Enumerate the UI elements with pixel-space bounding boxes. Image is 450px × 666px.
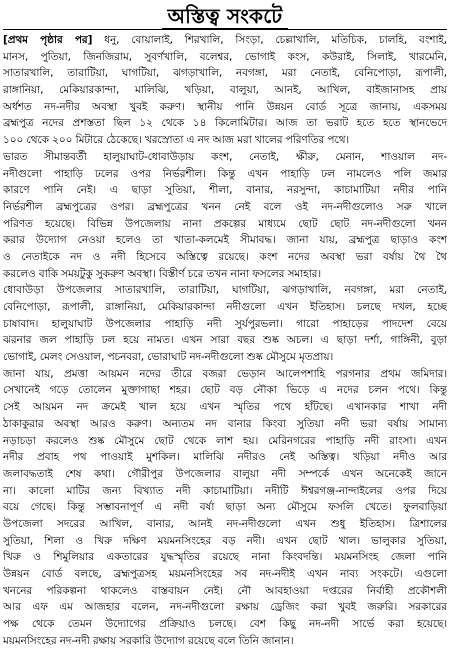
- headline-divider: [3, 29, 447, 30]
- article-line: ১০০ থেকে ২০০ মিটারে ঠেকেছে। খরস্রোতা এ নদ আজ মরা খালের পরিণতির পথে।: [3, 134, 350, 147]
- article-line: নদীর প্রবাহ পথ পাওয়াই মুশকিল। মালিঝি নদীরও নেই অস্তিত্ব। খড়িয়া নদীও আর: [3, 451, 447, 464]
- article-line: সাতারখালি, তারাটিয়া, ঘাগটিয়া, ঝগড়াখালি, নবগঙ্গা, মরা নেতাই, বেনিপোড়া, রূপালী,: [3, 67, 447, 80]
- article-line: নড়াচড়া করলেও শুষ্ক মৌসুমে ছোট থেকে লাশ হয়। মেরিনগরের পাহাড়ি নদী রাংসা। এখন: [3, 434, 447, 447]
- article-body: [3, 32, 447, 662]
- article-line: মানস, পুতিয়া, জিনজিরাম, সুবর্ণখালি, বলেশ্বর, ভোগাই কংস, কউরাই, সিলাই, খারমেনি,: [3, 50, 447, 63]
- article-line: আর এফ এম আজহার বলেন, নদ-নদীগুলো রক্ষায় ড্রেজিং করা খুবই জরুরি। সরকারের: [3, 601, 447, 614]
- article-line: বেনিপোড়া, রূপালী, রাঙ্গানিয়া, মেকিয়ারকান্দা নদীগুলো এখন ইতিহাস। চলছে দখল, হচ্ছে: [3, 301, 447, 313]
- article-line: রাঙ্গানিয়া, মেকিয়ারকান্দা, মালিঝি, খড়িয়া, বালুয়া, আনই, আখিল, বাইজানাসহ প্রায়: [3, 84, 447, 97]
- article-line-text: ধনু, বোয়ালাই, শিরখালি, সিংড়া, চেল্লাখালি, মতিচিক, চালহি, বংশাই,: [92, 34, 447, 46]
- article-line: করার উদ্যোগ নেওয়া হলেও তা খাতা-কলমেই সীমাবদ্ধ। জানা যায়, ব্রহ্মপুত্র ছাড়াও কংশ: [3, 234, 447, 247]
- article-line: ভোগাই, মেলং সেওয়াল, পচনবরা, ভোরাঘাট নদ-নদীগুলো শুষ্ক মৌসুমে মৃতপ্রায়।: [3, 351, 334, 364]
- article-line: ধোবাউড়া উপজেলার সাতারখালি, তারাটিয়া, ঘাগটিয়া, ঝগড়াখালি, নবগঙ্গা, মরা নেতাই,: [3, 284, 447, 297]
- article-line: পরিণত হয়েছে। বিভিন্ন উপজেলায় নানা প্রকল্পের মাধ্যমে ছোট ছোট নদ-নদীগুলো খনন: [3, 217, 447, 230]
- headline-container: [0, 4, 450, 30]
- article-line: নদীগুলো পাহাড়ি ঢলের ওপর নির্ভরশীল। কিন্তু এখন পাহাড়ি ঢল নামলেও পলি জমার: [3, 167, 447, 180]
- article-line: ময়মনসিংহের নদ-নদী রক্ষায় সরকারি উদ্যোগ রয়েছে বলে তিনি জানান।: [3, 634, 294, 647]
- article-line: বয়ে গেছে। কিন্তু সম্ভাবনাপূর্ণ এ নদী বর্ষা ছাড়া অন্য মৌসুমে ফসলি খেতে। ফুলবাড়িয়া: [3, 501, 447, 514]
- article-line: খিরু ও শিমুলিয়ার একতারের যুদ্ধস্মৃতির রয়েছে নানা কিংবদন্তি। ময়মনসিংহ জেলা পানি: [3, 551, 447, 564]
- article-line: পক্ষ থেকে তেমন উদ্যোগের প্রক্রিয়াও চলছে। বেশ কিছু নদ-নদী সার্ভে করা হয়েছে।: [3, 618, 447, 631]
- article-line: জলাবদ্ধতাই শেষ কথা। গৌরীপুর উপজেলার বালুয়া নদী সম্পর্কে এখন অনেকেই জানে: [3, 467, 447, 480]
- article-line: সেখানেই গড়ে তোলেন মুক্তাগাছা শহর। ছোট বড় নৌকা ভিড়ে এ নদের চলন পথে। কিন্তু: [3, 384, 447, 397]
- article-line: ও নেতাইকে নদ ও নদী হিসেবে অস্তিত্বে রয়েছে। কংশ নদের অবস্থা ভরা বর্ষায় থৈ থৈ: [3, 250, 447, 263]
- article-line: ঠাকাকুরার অবস্থা আরও করুণ। অন্যতম নদ বানার কিংবা সুতিয়া নদী ভরা বর্ষায় সামান্য: [3, 417, 447, 430]
- article-line: সেই আয়মন নদ ক্রমেই খাল হয়ে এখন স্মৃতির পথে হাঁটছে। এখানকার শাখা নদী: [3, 401, 447, 414]
- headline: অস্তিত্ব সংকটে: [162, 4, 289, 30]
- article-line: জানা যায়, প্রমত্তা আয়মন নদের তীরে বজরা ভেড়ান আলেপশাহি পরগনার প্রথম জমিদার।: [3, 367, 447, 380]
- article-line: নির্ভরশীল ব্রহ্মপুত্রের ওপর। ব্রহ্মপুত্রের খনন নেই বলে ওই নদ-নদীগুলোও সরু খালে: [3, 200, 447, 213]
- article-line: সুতিয়া, শিলা ও খিরু দক্ষিণ ময়মনসিংহের বড় নদী। এখন ছোট খাল। ভালুকার সুতিয়া,: [3, 534, 447, 547]
- article-line: অর্ধশত নদ-নদীর অবস্থা খুবই করুণ। স্থানীয় পানি উন্নয়ন বোর্ড সূত্রে জানায়, একসময়: [3, 100, 447, 113]
- article-line: না। কালো মাটির জন্য বিখ্যাত নদী কাচামাটিয়া। নদীটি ঈশ্বরগঞ্জ-নান্দাইলের ওপর দিয়ে: [3, 484, 447, 497]
- article-line: উপজেলা সদরের আখিল, বানার, আনই নদ-নদীগুলো এখন শুধু ইতিহাস। ত্রিশালের: [3, 517, 447, 530]
- article-line: করলেও বাকি সময়টুকু সুকরুণ অবস্থা। বিস্তীর্ণ চরে তখন নানা ফসলের সমাহার।: [3, 267, 321, 280]
- article-line: ভারত সীমান্তবর্তী হালুয়াঘাট-ধোবাউড়ায় কংশ, নেতাই, ক্ষীরু, মেনান, শাওয়াল নদ-: [3, 150, 447, 163]
- article-line: [3, 32, 447, 49]
- article-line: উন্নয়ন বোর্ড বলছে, ব্রহ্মপুত্রসহ ময়মনসিংহের সব নদ-নদীই এখন নাব্য সংকটে। এগুলো: [3, 568, 447, 580]
- article-line: ঝরনার জল পাহাড়ি ঢল হয়ে নামত। এখন সারা বছর শুষ্ক অচল। এ ছাড়া দর্শা, গাঙ্গিনী, বুড়া: [3, 334, 447, 347]
- article-line: কারণে পানি নেই। এ ছাড়া সুতিয়া, শীলা, বানার, নরসুন্দা, কাচামাটিয়া নদীর পানি: [3, 184, 447, 197]
- article-line: ব্রহ্মপুত্র নদের প্রশস্ততা ছিল ১২ থেকে ১৪ কিলোমিটার। আজ তা ভরাট হতে হতে স্থানভেদে: [3, 117, 447, 130]
- continuation-marker: [প্রথম পৃষ্ঠার পর]: [3, 34, 93, 46]
- article-line: খননের পরিকল্পনা থাকলেও বাস্তবায়ন নেই। নৌ আবহাওয়া দপ্তরের নির্বাহী প্রকৌশলী: [3, 584, 447, 597]
- article-line: চাষাবাদ। হালুয়াঘাট উপজেলার পাহাড়ি নদী সুর্যপুরভলা। গারো পাহাড়ের পাদদেশ বেয়ে: [3, 317, 447, 330]
